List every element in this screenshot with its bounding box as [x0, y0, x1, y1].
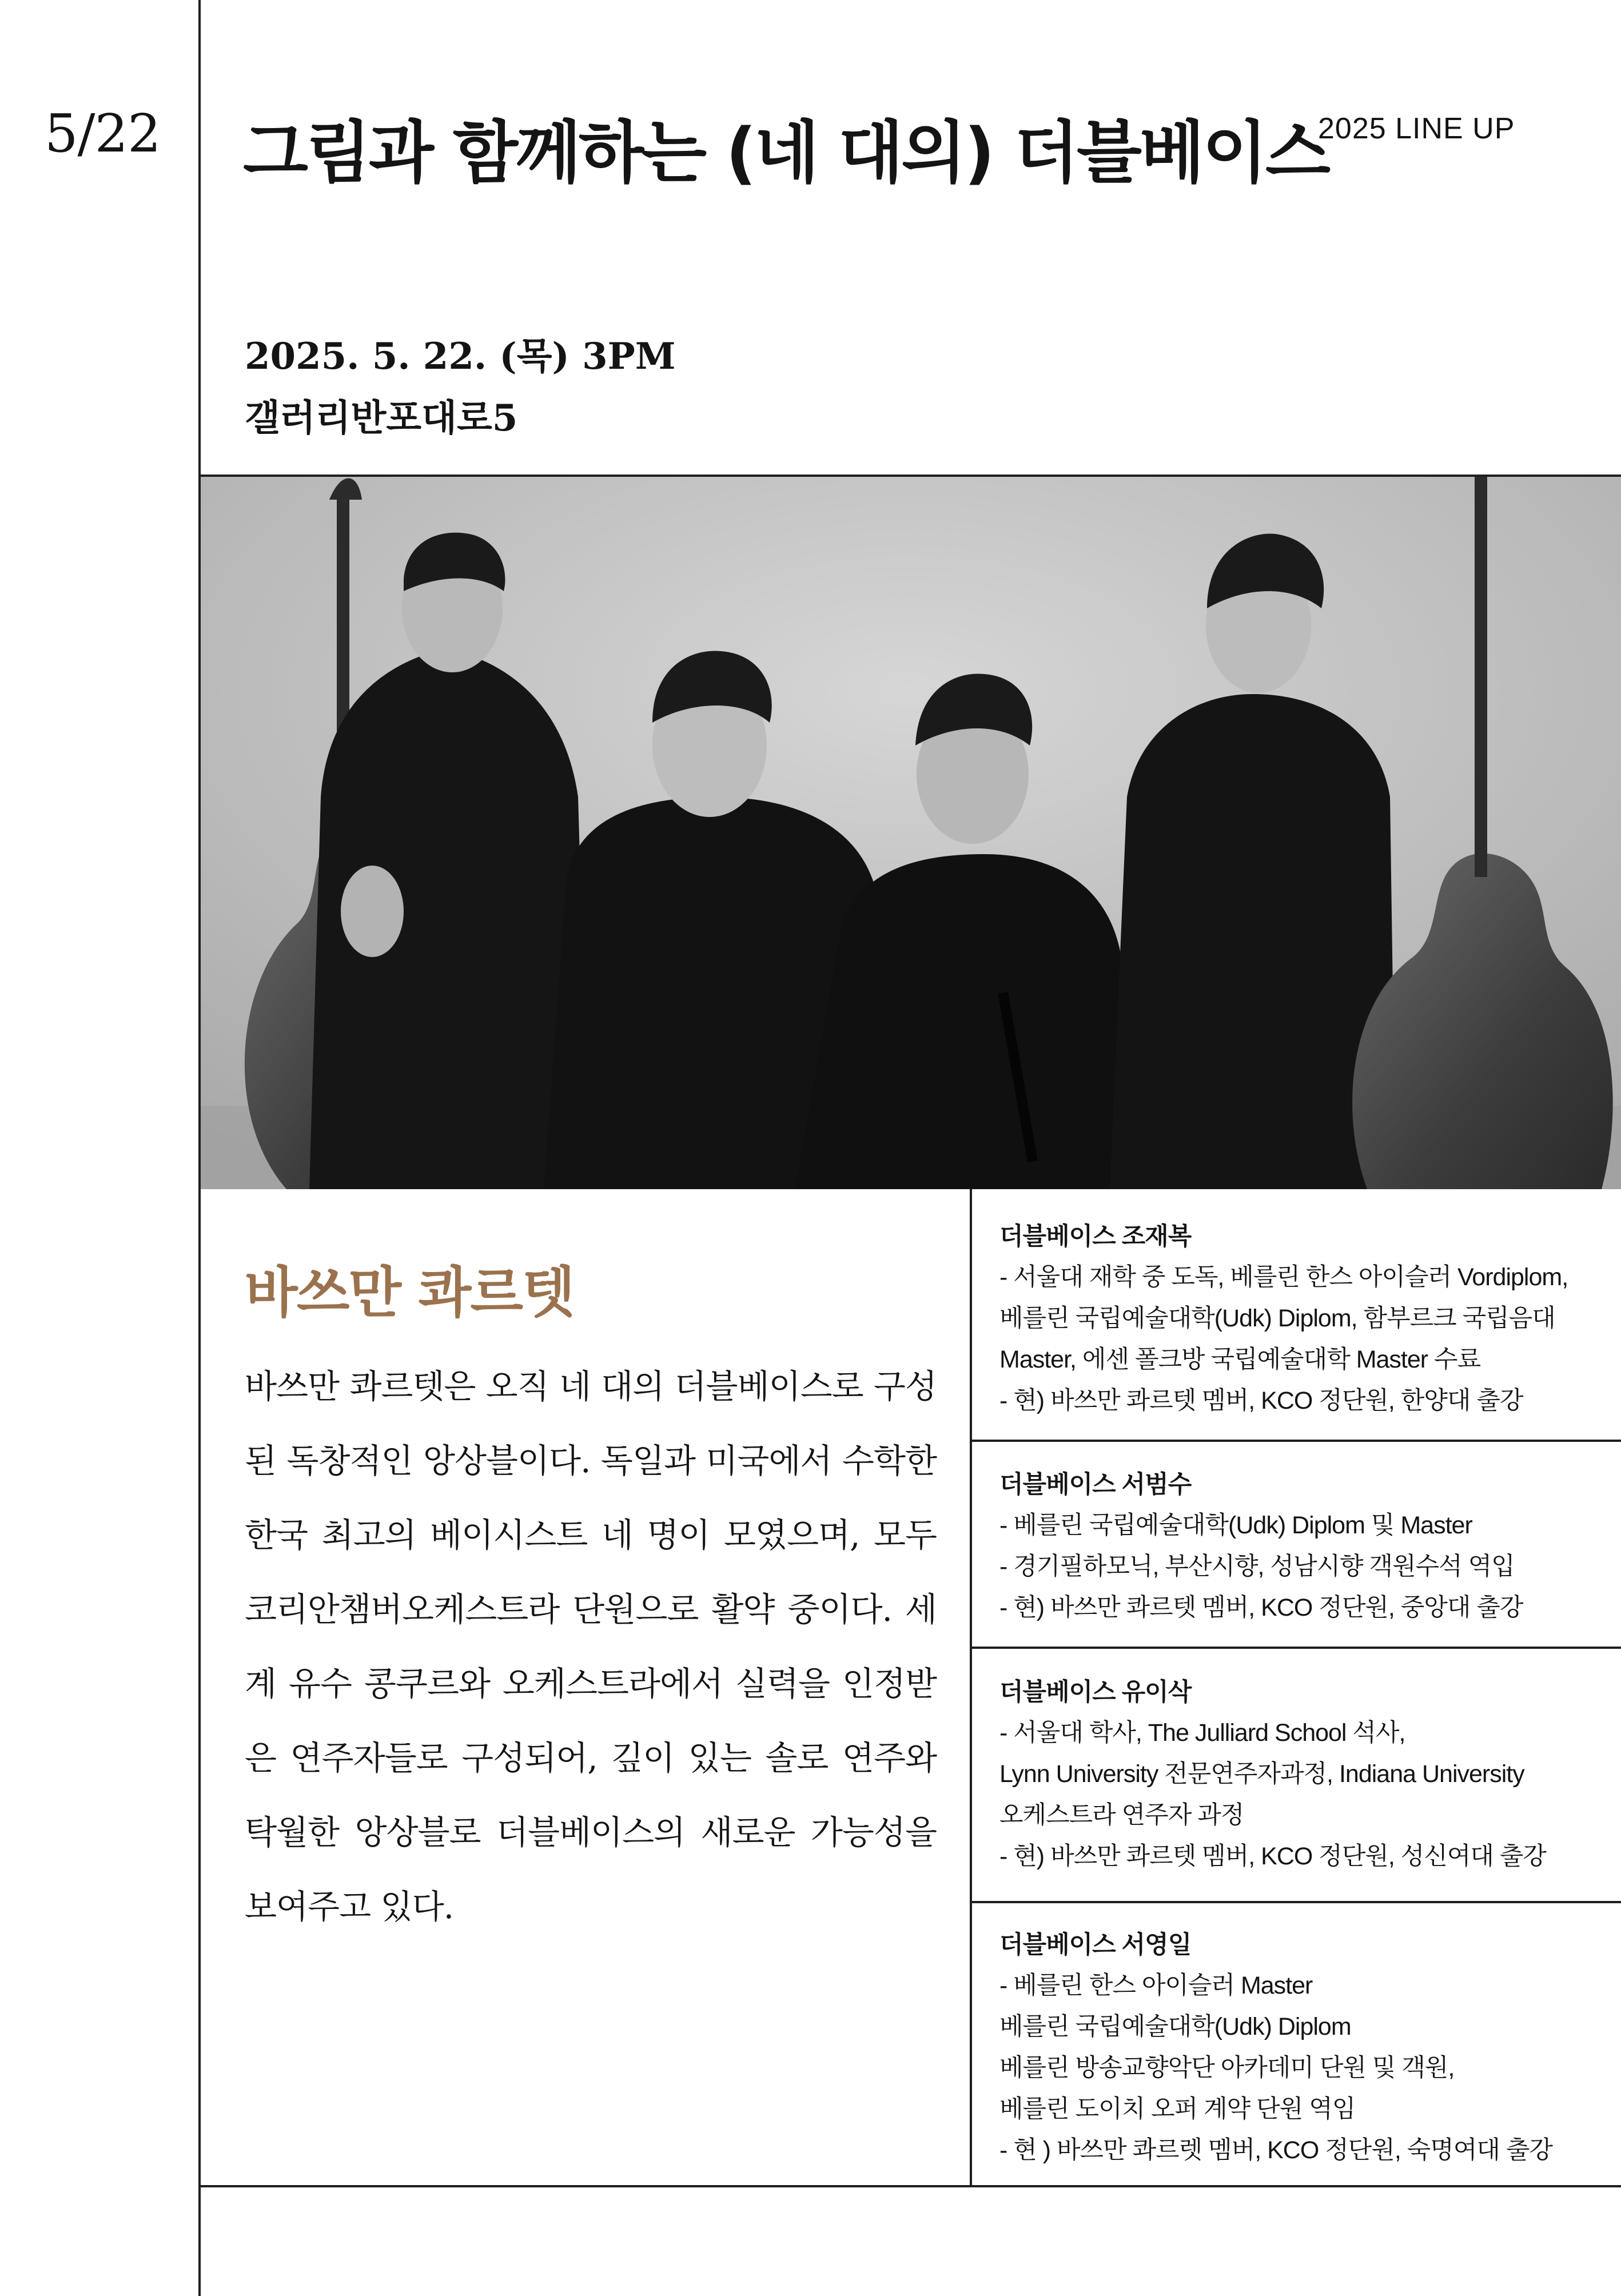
member-detail: - 베를린 한스 아이슬러 Master	[999, 1972, 1313, 1999]
member-detail: - 현 ) 바쓰만 콰르렛 멤버, KCO 정단원, 숙명여대 출강	[999, 2136, 1552, 2164]
member-name: 더블베이스 조재복	[999, 1223, 1192, 1250]
member-detail: - 서울대 학사, The Julliard School 석사,	[999, 1719, 1405, 1747]
member-detail: - 베를린 국립예술대학(Udk) Diplom 및 Master	[999, 1512, 1472, 1539]
member-block-1	[999, 1217, 1568, 1421]
member-block-3	[999, 1672, 1546, 1877]
member-detail: 베를린 국립예술대학(Udk) Diplom	[999, 2013, 1351, 2040]
date-tag: 5/22	[45, 103, 161, 164]
ensemble-name: 바쓰만 콰르텟	[245, 1261, 574, 1325]
ensemble-description: 바쓰만 콰르텟은 오직 네 대의 더블베이스로 구성된 독창적인 앙상블이다. 독일과 미국에서 수학한 한국 최고의 베이시스트 네 명이 모였으며, 모두 코리안챔버오케스트라 단원으로 활약 중이다. 세계 유수 콩쿠르와 오케스트라에서 실력을 인정받은 연주자들로 구성되어, 깊이 있는 솔로 연주와 탁월한 앙상블로 더블베이스의 새로운 가능성을 보여주고 있다.	[245, 1367, 937, 1926]
member-name: 더블베이스 유이삭	[999, 1679, 1192, 1706]
event-venue: 갤러리반포대로5	[245, 397, 518, 440]
member-detail: - 현) 바쓰만 콰르텟 멤버, KCO 정단원, 한양대 출강	[999, 1387, 1523, 1414]
ensemble-photo	[201, 477, 1621, 1189]
member-divider	[971, 1647, 1621, 1649]
column-divider	[970, 1189, 972, 2187]
member-name: 더블베이스 서영일	[999, 1931, 1192, 1959]
content-bottom-rule	[198, 2185, 1621, 2187]
member-name: 더블베이스 서범수	[999, 1471, 1192, 1498]
member-detail: - 현) 바쓰만 콰르텟 멤버, KCO 정단원, 성신여대 출강	[999, 1843, 1546, 1870]
lineup-label: 2025 LINE UP	[1318, 112, 1515, 145]
event-datetime: 2025. 5. 22. (목) 3PM	[245, 335, 676, 378]
member-block-4	[999, 1925, 1552, 2171]
member-detail: Lynn University 전문연주자과정, Indiana University	[999, 1760, 1524, 1788]
member-divider	[971, 1901, 1621, 1903]
member-detail: - 경기필하모닉, 부산시향, 성남시향 객원수석 역입	[999, 1553, 1515, 1580]
member-detail: 베를린 국립예술대학(Udk) Diplom, 함부르크 국립음대	[999, 1305, 1555, 1332]
member-detail: 오케스트라 연주자 과정	[999, 1801, 1244, 1829]
member-detail: - 현) 바쓰만 콰르텟 멤버, KCO 정단원, 중앙대 출강	[999, 1594, 1523, 1621]
member-divider	[971, 1440, 1621, 1442]
member-detail: 베를린 도이치 오퍼 계약 단원 역임	[999, 2095, 1356, 2123]
member-detail: Master, 에센 폴크방 국립예술대학 Master 수료	[999, 1346, 1481, 1373]
page-title: 그림과 함께하는 (네 대의) 더블베이스	[243, 113, 1329, 192]
member-block-2	[999, 1465, 1523, 1628]
member-detail: 베를린 방송교향악단 아카데미 단원 및 객원,	[999, 2054, 1455, 2082]
member-detail: - 서울대 재학 중 도독, 베를린 한스 아이슬러 Vordiplom,	[999, 1263, 1568, 1291]
